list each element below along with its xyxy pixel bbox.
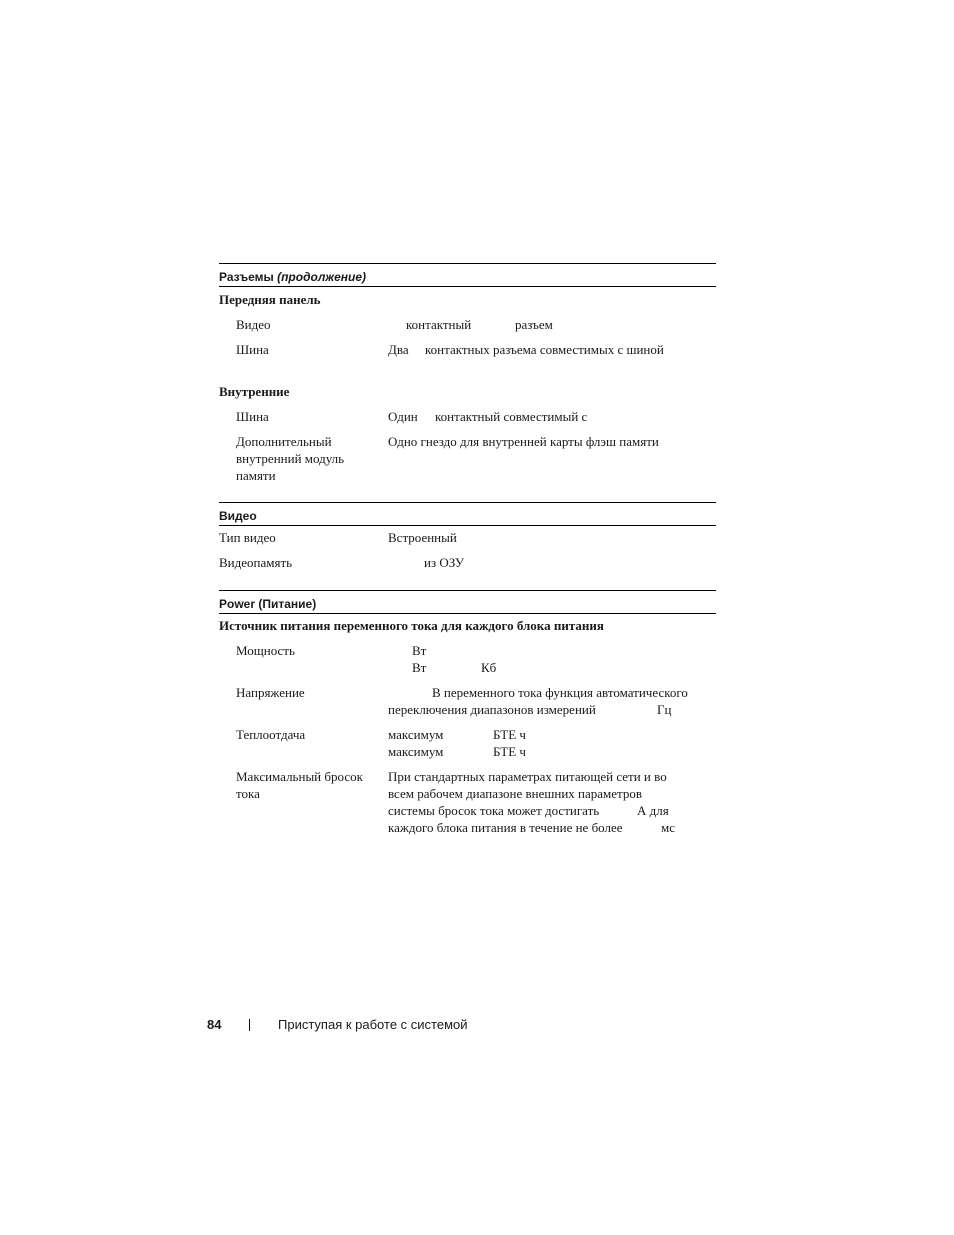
inrush-line2: всем рабочем диапазоне внешних параметров — [388, 786, 643, 801]
heat-line1-a: максимум — [388, 727, 444, 742]
heat-line1-b: БТЕ ч — [493, 727, 526, 742]
footer-separator — [249, 1019, 250, 1031]
ac-power-title: Источник питания переменного тока для каждого блока питания — [219, 618, 604, 633]
front-video-label: Видео — [236, 317, 271, 332]
wattage-line2-b: Кб — [481, 660, 497, 675]
video-header-text: Видео — [219, 509, 257, 523]
front-panel-title: Передняя панель — [219, 292, 321, 307]
inrush-line3-b: А для — [637, 803, 669, 818]
internal-flash-label-line2: внутренний модуль — [236, 451, 345, 466]
front-bus-value-b: контактных разъема совместимых с шиной — [425, 342, 664, 357]
internal-bus-label: Шина — [236, 409, 269, 424]
section-header-connectors — [219, 263, 716, 287]
heat-line2-b: БТЕ ч — [493, 744, 526, 759]
wattage-line2-a: Вт — [412, 660, 427, 675]
power-header-text: Power (Питание) — [219, 597, 317, 611]
internal-title: Внутренние — [219, 384, 290, 399]
wattage-line1: Вт — [412, 643, 427, 658]
video-memory-label: Видеопамять — [219, 555, 293, 570]
wattage-label: Мощность — [236, 643, 295, 658]
inrush-line4-a: каждого блока питания в течение не более — [388, 820, 623, 835]
internal-flash-label-line3: памяти — [236, 468, 276, 483]
video-memory-value: из ОЗУ — [424, 555, 465, 570]
inrush-label-line2: тока — [236, 786, 260, 801]
section-header-power — [219, 590, 716, 614]
footer-chapter-title: Приступая к работе с системой — [278, 1017, 468, 1032]
inrush-line3-a: системы бросок тока может достигать — [388, 803, 600, 818]
voltage-label: Напряжение — [236, 685, 305, 700]
video-type-value: Встроенный — [388, 530, 457, 545]
internal-bus-value-b: контактный совместимый с — [435, 409, 588, 424]
heat-line2-a: максимум — [388, 744, 444, 759]
connectors-header-cont: (продолжение) — [277, 270, 367, 284]
section-header-video — [219, 502, 716, 526]
inrush-line4-b: мс — [661, 820, 675, 835]
front-video-value-a: контактный — [406, 317, 472, 332]
internal-flash-label-line1: Дополнительный — [236, 434, 332, 449]
inrush-label-line1: Максимальный бросок — [236, 769, 363, 784]
heat-label: Теплоотдача — [236, 727, 306, 742]
voltage-line2-a: переключения диапазонов измерений — [388, 702, 596, 717]
internal-flash-value: Одно гнездо для внутренней карты флэш памяти — [388, 434, 659, 449]
page-number: 84 — [207, 1017, 222, 1032]
internal-bus-value-a: Один — [388, 409, 418, 424]
front-bus-label: Шина — [236, 342, 269, 357]
inrush-line1: При стандартных параметрах питающей сети и во — [388, 769, 667, 784]
front-video-value-b: разъем — [515, 317, 553, 332]
front-bus-value-a: Два — [388, 342, 409, 357]
connectors-header-text: Разъемы — [219, 270, 274, 284]
voltage-line1: В переменного тока функция автоматического — [432, 685, 688, 700]
voltage-line2-b: Гц — [657, 702, 672, 717]
video-type-label: Тип видео — [219, 530, 276, 545]
